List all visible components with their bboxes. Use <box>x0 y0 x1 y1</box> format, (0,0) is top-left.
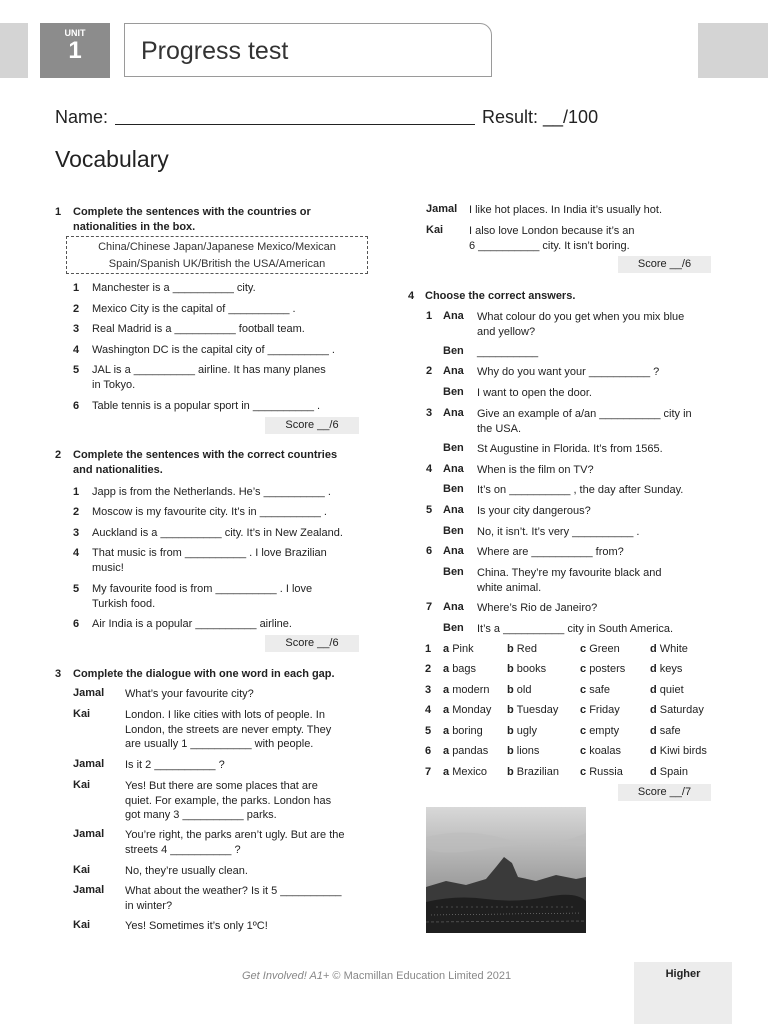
dialogue-text: What about the weather? Is it 5 __________ in winter? <box>125 885 342 912</box>
ex4-number: 4 <box>408 290 415 302</box>
list-item: 2 <box>73 303 80 315</box>
ex2-instruction: Complete the sentences with the correct countries and nationalities. <box>73 449 338 476</box>
question-text: Give an example of a/an __________ city in the USA. <box>477 408 692 435</box>
dialogue-text: No, they’re usually clean. <box>125 865 248 877</box>
dialogue-text: Yes! But there are some places that are quiet. For example, the parks. London has got many 3 __________ parks. <box>125 780 332 821</box>
option-b[interactable]: b old <box>507 684 532 696</box>
option-d[interactable]: d Kiwi birds <box>650 745 707 757</box>
option-row-number: 6 <box>425 745 432 757</box>
question-text: Is your city dangerous? <box>477 505 591 517</box>
dialogue-text: Is it 2 __________ ? <box>125 759 225 771</box>
option-c[interactable]: c empty <box>580 725 620 737</box>
title-box <box>124 23 492 77</box>
option-c[interactable]: c safe <box>580 684 610 696</box>
option-row-number: 5 <box>425 725 432 737</box>
option-a[interactable]: a Monday <box>443 704 492 716</box>
speaker-name: Jamal <box>73 828 105 840</box>
dialogue-text: London. I like cities with lots of people. In London, the streets are never empty. They are usually 1 __________ with people. <box>125 709 332 750</box>
speaker-name: Ana <box>443 601 464 613</box>
ex4-instruction: Choose the correct answers. <box>425 290 576 302</box>
left-edge-tab <box>0 23 28 78</box>
option-a[interactable]: a bags <box>443 663 477 675</box>
speaker-name: Jamal <box>73 884 105 896</box>
option-a[interactable]: a modern <box>443 684 490 696</box>
list-item: 1 <box>73 282 80 294</box>
list-item-text: Japp is from the Netherlands. He’s __________ . <box>92 486 331 498</box>
option-d[interactable]: d Spain <box>650 766 688 778</box>
speaker-name: Ana <box>443 504 464 516</box>
list-item: 4 <box>73 344 80 356</box>
option-row-number: 1 <box>425 643 432 655</box>
option-d[interactable]: d White <box>650 643 688 655</box>
dialogue-text: You’re right, the parks aren’t ugly. But are the streets 4 __________ ? <box>125 829 345 856</box>
answer-text: I want to open the door. <box>477 387 592 399</box>
question-number: 2 <box>426 365 433 377</box>
answer-text: St Augustine in Florida. It’s from 1565. <box>477 443 663 455</box>
dialogue-text: I also love London because it’s an 6 __________ city. It isn’t boring. <box>469 225 635 252</box>
option-b[interactable]: b ugly <box>507 725 537 737</box>
list-item-text: That music is from __________ . I love Brazilian music! <box>92 547 327 574</box>
city-photo <box>426 807 586 933</box>
dialogue-text: I like hot places. In India it’s usually hot. <box>469 204 663 216</box>
section-title: Vocabulary <box>55 146 169 172</box>
dialogue-text: What’s your favourite city? <box>125 688 254 700</box>
question-text: Why do you want your __________ ? <box>477 366 660 378</box>
speaker-name: Ana <box>443 365 464 377</box>
list-item: 1 <box>73 486 80 498</box>
speaker-name: Ana <box>443 463 464 475</box>
list-item-text: Auckland is a __________ city. It’s in New Zealand. <box>92 527 343 539</box>
list-item-text: Air India is a popular __________ airline. <box>92 618 292 630</box>
speaker-name: Jamal <box>426 203 458 215</box>
question-text: Where are __________ from? <box>477 546 624 558</box>
option-a[interactable]: a boring <box>443 725 483 737</box>
question-number: 7 <box>426 601 433 613</box>
question-number: 4 <box>426 463 433 475</box>
answer-text: It’s a __________ city in South America. <box>477 623 674 635</box>
speaker-name: Ben <box>443 345 464 357</box>
speaker-name: Ben <box>443 483 464 495</box>
list-item-text: Moscow is my favourite city. It’s in __________ . <box>92 506 327 518</box>
answer-text: China. They’re my favourite black and white animal. <box>477 567 662 594</box>
speaker-name: Kai <box>73 919 91 931</box>
question-number: 6 <box>426 545 433 557</box>
option-c[interactable]: c Russia <box>580 766 623 778</box>
list-item: 4 <box>73 547 80 559</box>
list-item-text: Washington DC is the capital city of __________ . <box>92 344 335 356</box>
rio-landscape-icon <box>426 807 586 933</box>
ex2-score[interactable]: Score __/6 <box>265 635 359 652</box>
result-label: Result: __/100 <box>482 107 599 127</box>
speaker-name: Kai <box>426 224 444 236</box>
option-a[interactable]: a Mexico <box>443 766 488 778</box>
ex1-instruction: Complete the sentences with the countries or nationalities in the box. <box>73 206 311 233</box>
list-item-text: My favourite food is from __________ . I love Turkish food. <box>92 583 313 610</box>
answer-text: No, it isn’t. It’s very __________ . <box>477 526 640 538</box>
answer-text: __________ <box>477 346 539 358</box>
option-a[interactable]: a pandas <box>443 745 489 757</box>
option-row-number: 3 <box>425 684 432 696</box>
ex3-number: 3 <box>55 668 62 680</box>
option-b[interactable]: b Tuesday <box>507 704 559 716</box>
ex3-instruction: Complete the dialogue with one word in each gap. <box>73 668 335 680</box>
ex3-score[interactable]: Score __/6 <box>618 256 711 273</box>
question-text: When is the film on TV? <box>477 464 594 476</box>
ex1-score[interactable]: Score __/6 <box>265 417 359 434</box>
option-d[interactable]: d quiet <box>650 684 684 696</box>
right-edge-tab <box>698 23 768 78</box>
speaker-name: Ana <box>443 310 464 322</box>
question-number: 1 <box>426 310 433 322</box>
ex4-score[interactable]: Score __/7 <box>618 784 711 801</box>
unit-label: UNIT <box>64 28 86 38</box>
speaker-name: Jamal <box>73 758 105 770</box>
unit-badge <box>40 23 110 78</box>
word-box-line: China/Chinese Japan/Japanese Mexico/Mexican <box>98 241 336 253</box>
speaker-name: Ben <box>443 622 464 634</box>
list-item: 2 <box>73 506 80 518</box>
name-label: Name: <box>55 107 109 127</box>
option-d[interactable]: d Saturday <box>650 704 704 716</box>
option-b[interactable]: b Brazilian <box>507 766 559 778</box>
word-box-line: Spain/Spanish UK/British the USA/American <box>108 258 326 270</box>
speaker-name: Ana <box>443 545 464 557</box>
speaker-name: Kai <box>73 864 91 876</box>
speaker-name: Ben <box>443 566 464 578</box>
list-item-text: Manchester is a __________ city. <box>92 282 256 294</box>
ex1-number: 1 <box>55 206 62 218</box>
speaker-name: Ben <box>443 442 464 454</box>
option-a[interactable]: a Pink <box>443 643 474 655</box>
list-item-text: Real Madrid is a __________ football team. <box>92 323 305 335</box>
question-text: Where’s Rio de Janeiro? <box>477 602 598 614</box>
speaker-name: Kai <box>73 708 91 720</box>
level-badge: Higher <box>634 962 732 1024</box>
speaker-name: Ana <box>443 407 464 419</box>
list-item: 6 <box>73 618 80 630</box>
option-c[interactable]: c posters <box>580 663 626 675</box>
option-row-number: 7 <box>425 766 432 778</box>
option-c[interactable]: c Friday <box>580 704 620 716</box>
ex2-number: 2 <box>55 449 62 461</box>
answer-text: It’s on __________ , the day after Sunday. <box>477 484 684 496</box>
list-item: 3 <box>73 323 80 335</box>
option-b[interactable]: b Red <box>507 643 537 655</box>
question-text: What colour do you get when you mix blue and yellow? <box>477 311 685 338</box>
list-item-text: Table tennis is a popular sport in __________ . <box>92 400 321 412</box>
list-item-text: Mexico City is the capital of __________ . <box>92 303 296 315</box>
option-row-number: 4 <box>425 704 432 716</box>
option-d[interactable]: d safe <box>650 725 681 737</box>
option-b[interactable]: b books <box>507 663 547 675</box>
speaker-name: Ben <box>443 525 464 537</box>
list-item-text: JAL is a __________ airline. It has many planes in Tokyo. <box>92 364 326 391</box>
word-box <box>66 236 368 274</box>
option-row-number: 2 <box>425 663 432 675</box>
option-c[interactable]: c Green <box>580 643 620 655</box>
dialogue-text: Yes! Sometimes it’s only 1ºC! <box>125 920 268 932</box>
list-item: 6 <box>73 400 80 412</box>
option-b[interactable]: b lions <box>507 745 540 757</box>
speaker-name: Kai <box>73 779 91 791</box>
speaker-name: Ben <box>443 386 464 398</box>
list-item: 5 <box>73 364 80 376</box>
footer-copyright: Get Involved! A1+ © Macmillan Education Limited 2021 <box>242 970 512 982</box>
speaker-name: Jamal <box>73 687 105 699</box>
question-number: 3 <box>426 407 433 419</box>
page-title: Progress test <box>141 37 289 65</box>
option-c[interactable]: c koalas <box>580 745 621 757</box>
option-d[interactable]: d keys <box>650 663 683 675</box>
list-item: 3 <box>73 527 80 539</box>
list-item: 5 <box>73 583 80 595</box>
name-line[interactable] <box>115 124 475 125</box>
question-number: 5 <box>426 504 433 516</box>
unit-number: 1 <box>68 37 82 64</box>
